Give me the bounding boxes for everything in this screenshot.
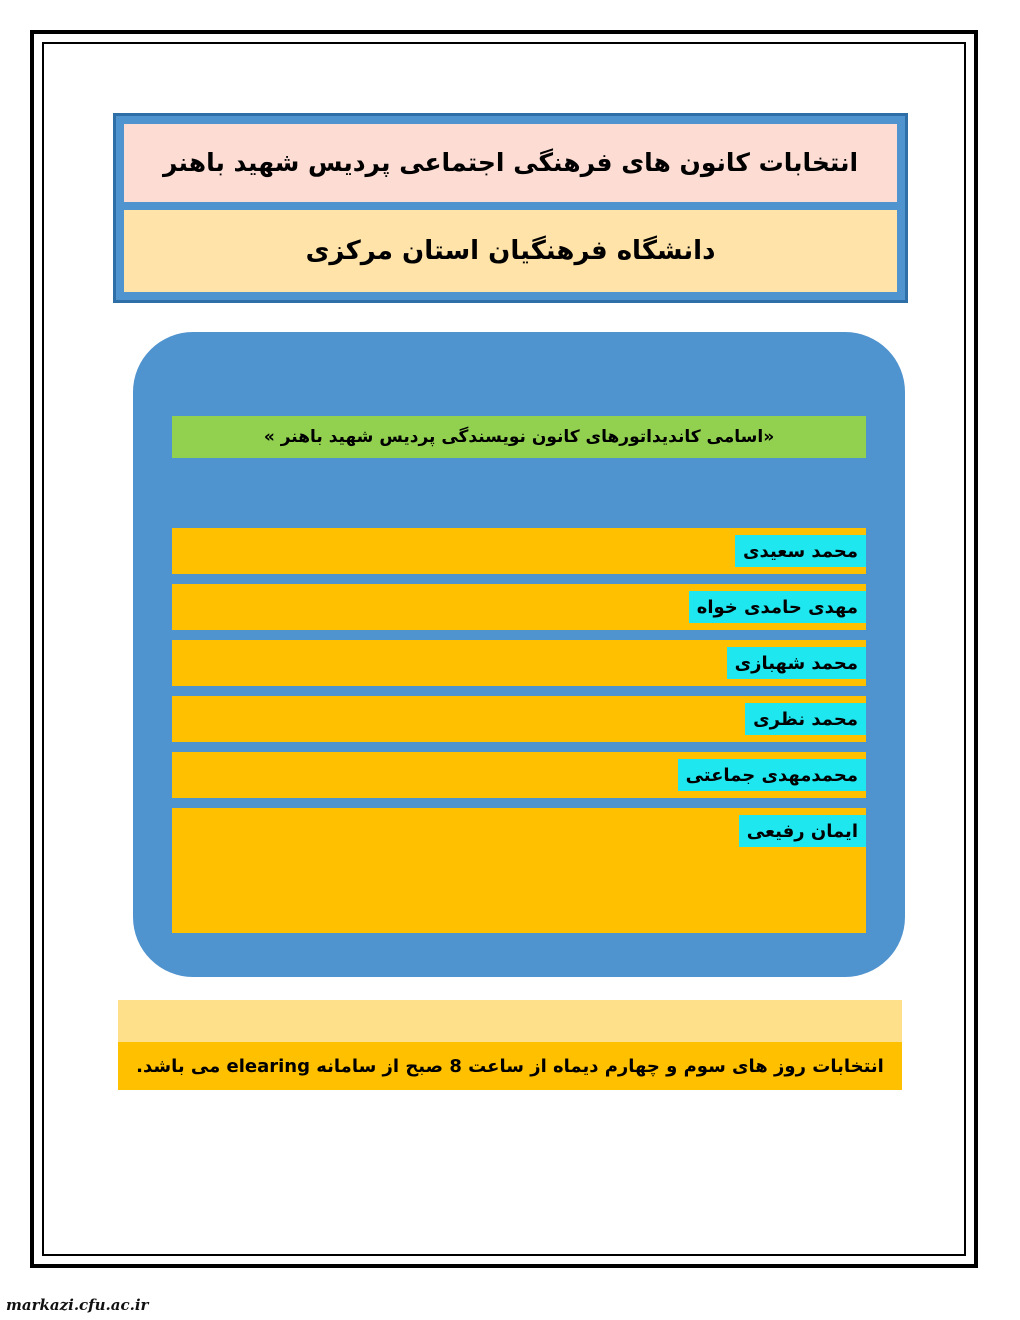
list-item — [172, 696, 866, 742]
candidate-list — [172, 528, 866, 933]
candidate-name: محمد سعیدی — [735, 535, 866, 567]
header-title-primary — [124, 124, 897, 202]
header-title-primary-text: انتخابات کانون های فرهنگی اجتماعی پردیس شهید باهنر — [162, 148, 859, 177]
candidates-panel-title — [172, 416, 866, 458]
footer-note-text: انتخابات روز های سوم و چهارم دیماه از ساعت 8 صبح از سامانه elearing می باشد. — [136, 1055, 884, 1077]
list-item — [172, 640, 866, 686]
list-item — [172, 808, 866, 933]
candidate-name: محمد نظری — [745, 703, 866, 735]
footer-note — [118, 1000, 902, 1090]
candidates-panel — [133, 332, 905, 977]
candidates-panel-title-text: «اسامی کاندیداتورهای کانون نویسندگی پردیس شهید باهنر » — [263, 427, 775, 447]
candidate-name: محمدمهدی جماعتی — [678, 759, 866, 791]
candidate-name: محمد شهبازی — [727, 647, 866, 679]
watermark: markazi.cfu.ac.ir — [6, 1296, 149, 1314]
footer-note-strip — [118, 1042, 902, 1090]
header-title-secondary-text: دانشگاه فرهنگیان استان مرکزی — [305, 236, 716, 266]
list-item — [172, 528, 866, 574]
poster-header — [113, 113, 908, 303]
candidate-name: ایمان رفیعی — [739, 815, 866, 847]
candidate-name: مهدی حامدی خواه — [689, 591, 866, 623]
list-item — [172, 584, 866, 630]
header-title-secondary — [124, 210, 897, 292]
list-item — [172, 752, 866, 798]
